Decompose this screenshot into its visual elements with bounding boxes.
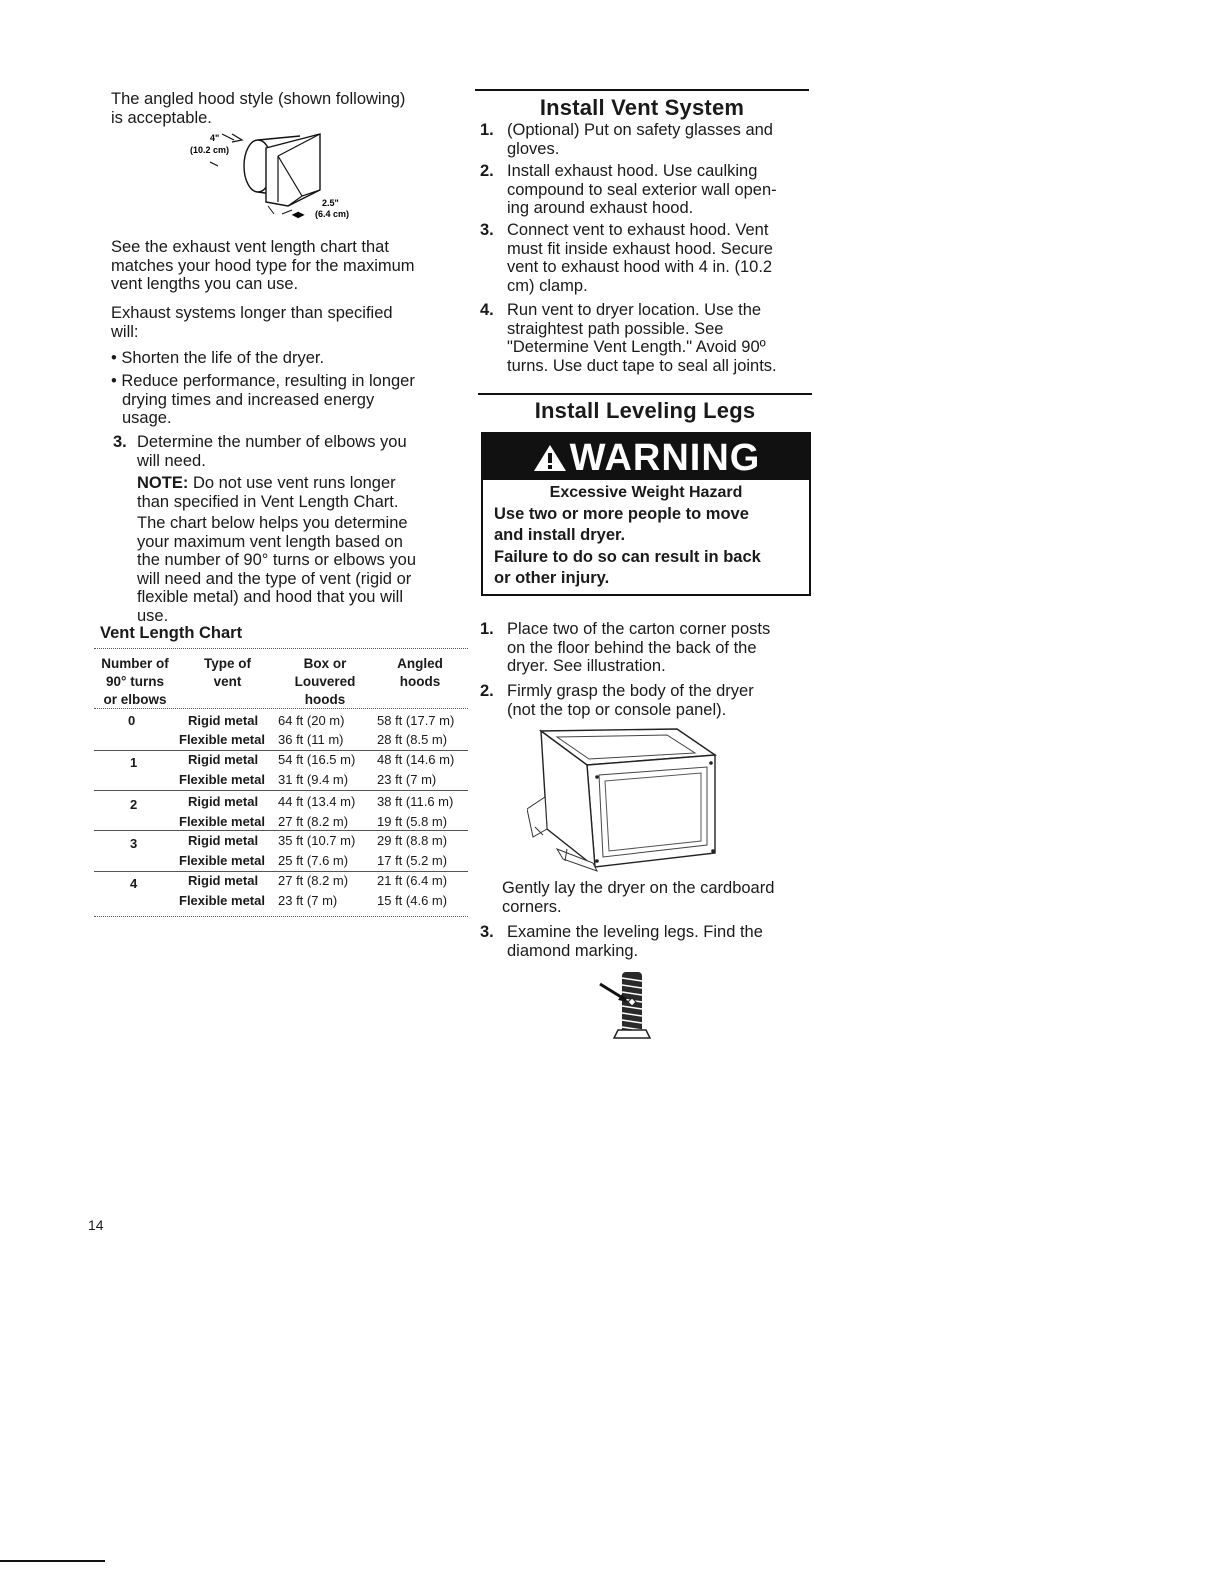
leg-step-2-number: 2.: [480, 682, 494, 700]
warning-header: [483, 434, 809, 480]
vent-step-2-number: 2.: [480, 162, 494, 180]
leg-step-1: Place two of the carton corner posts on the floor behind the back of the dryer. See illustration.: [507, 620, 771, 675]
table-cell-box: 27 ft (8.2 m): [278, 814, 349, 829]
vent-system-rule: [475, 89, 809, 91]
table-top-rule: [94, 648, 468, 649]
warning-hazard-title: Excessive Weight Hazard: [549, 484, 743, 501]
table-cell-vent: Rigid metal: [188, 794, 259, 809]
header-turns: Number of 90° turns or elbows: [101, 656, 169, 707]
table-cell-box: 35 ft (10.7 m): [278, 833, 356, 848]
table-cell-vent: Rigid metal: [188, 873, 259, 888]
warning-line: or other injury.: [494, 569, 610, 587]
table-cell-vent: Flexible metal: [179, 853, 265, 868]
leveling-legs-rule: [478, 393, 812, 395]
table-cell-box: 64 ft (20 m): [278, 713, 345, 728]
hood-depth-cm: (10.2 cm): [190, 145, 230, 155]
table-cell-vent: Flexible metal: [179, 893, 265, 908]
table-cell-angled: 17 ft (5.2 m): [377, 853, 448, 868]
table-cell-box: 44 ft (13.4 m): [278, 794, 356, 809]
table-cell-turns: 3: [130, 836, 138, 851]
leg-step-3-number: 3.: [480, 923, 494, 941]
vent-step-2: Install exhaust hood. Use caulking compound to seal exterior wall open- ing around exhaust hood.: [507, 162, 777, 217]
table-cell-vent: Flexible metal: [179, 814, 265, 829]
warning-line: Failure to do so can result in back: [494, 548, 761, 566]
row-divider: [94, 830, 468, 831]
table-cell-turns: 4: [130, 876, 138, 891]
chart-explanation: The chart below helps you determine your maximum vent length based on the number of 90° turns or elbows you will need and the type of vent (rigid or flexible metal) and hood that you will use.: [137, 514, 417, 625]
vent-length-chart-title: Vent Length Chart: [100, 624, 243, 642]
table-cell-angled: 15 ft (4.6 m): [377, 893, 448, 908]
leg-step-2: Firmly grasp the body of the dryer (not the top or console panel).: [507, 682, 754, 719]
dryer-on-corners-illustration: [527, 725, 727, 875]
vent-step-1-number: 1.: [480, 121, 494, 139]
table-cell-angled: 38 ft (11.6 m): [377, 794, 454, 809]
table-cell-turns: 1: [130, 755, 138, 770]
table-cell-angled: 23 ft (7 m): [377, 772, 437, 787]
table-cell-vent: Rigid metal: [188, 833, 259, 848]
angled-hood-illustration: [170, 126, 370, 226]
leveling-leg-illustration: [598, 968, 694, 1048]
note-paragraph: NOTE: Do not use vent runs longer than specified in Vent Length Chart.: [137, 474, 399, 511]
table-cell-angled: 48 ft (14.6 m): [377, 752, 455, 767]
vent-step-3: Connect vent to exhaust hood. Vent must fit inside exhaust hood. Secure vent to exhaust hood with 4 in. (10.2 cm) clamp.: [507, 221, 773, 295]
hood-height-in: 2.5": [322, 198, 339, 208]
table-cell-box: 25 ft (7.6 m): [278, 853, 349, 868]
header-angled: Angled hoods: [397, 656, 443, 689]
vent-step-4-number: 4.: [480, 301, 494, 319]
intro-paragraph: The angled hood style (shown following) is acceptable.: [111, 90, 406, 127]
vent-step-4: Run vent to dryer location. Use the straightest path possible. See "Determine Vent Length." Avoid 90º turns. Use duct tape to seal all joints.: [507, 301, 777, 375]
table-cell-vent: Rigid metal: [188, 713, 259, 728]
table-cell-turns: 2: [130, 797, 138, 812]
warning-triangle-icon: [532, 443, 568, 473]
svg-text:◀▶: ◀▶: [292, 210, 305, 219]
hood-depth-in: 4": [210, 133, 220, 143]
header-vent-type: Type of vent: [204, 656, 251, 689]
table-cell-box: 23 ft (7 m): [278, 893, 338, 908]
warning-box: [481, 432, 811, 596]
warning-heading: WARNING: [569, 437, 761, 479]
bullet-shorten-life: • Shorten the life of the dryer.: [111, 349, 325, 367]
table-cell-vent: Rigid metal: [188, 752, 259, 767]
note-label: NOTE:: [137, 474, 189, 492]
footer-rule: [0, 1560, 105, 1562]
gently-lay-text: Gently lay the dryer on the cardboard corners.: [502, 879, 775, 916]
bullet-reduce-performance: • Reduce performance, resulting in longer drying times and increased energy usage.: [111, 372, 415, 427]
header-box-louvered: Box or Louvered hoods: [294, 656, 356, 707]
table-cell-turns: 0: [128, 713, 136, 728]
hood-height-cm: (6.4 cm): [315, 209, 350, 219]
table-cell-angled: 21 ft (6.4 m): [377, 873, 448, 888]
leg-step-1-number: 1.: [480, 620, 494, 638]
install-leveling-legs-heading: Install Leveling Legs: [534, 398, 756, 423]
table-cell-box: 31 ft (9.4 m): [278, 772, 349, 787]
table-cell-angled: 29 ft (8.8 m): [377, 833, 448, 848]
table-cell-vent: Flexible metal: [179, 732, 265, 747]
table-bottom-rule: [94, 916, 468, 917]
install-vent-system-heading: Install Vent System: [539, 95, 745, 120]
table-cell-box: 27 ft (8.2 m): [278, 873, 349, 888]
table-cell-vent: Flexible metal: [179, 772, 265, 787]
vent-step-1: (Optional) Put on safety glasses and gloves.: [507, 121, 773, 158]
vent-step-3-number: 3.: [480, 221, 494, 239]
warning-line: and install dryer.: [494, 526, 626, 544]
table-cell-angled: 19 ft (5.8 m): [377, 814, 448, 829]
row-divider: [94, 790, 468, 791]
page-number: 14: [88, 1217, 104, 1233]
table-cell-angled: 28 ft (8.5 m): [377, 732, 448, 747]
table-cell-angled: 58 ft (17.7 m): [377, 713, 455, 728]
table-cell-box: 54 ft (16.5 m): [278, 752, 356, 767]
exhaust-longer-paragraph: Exhaust systems longer than specified will:: [111, 304, 393, 341]
step-3-text: Determine the number of elbows you will need.: [137, 433, 407, 470]
step-3-number: 3.: [113, 433, 127, 451]
header-rule: [94, 708, 468, 709]
table-cell-box: 36 ft (11 m): [278, 732, 344, 747]
warning-line: Use two or more people to move: [494, 505, 749, 523]
leg-step-3: Examine the leveling legs. Find the diamond marking.: [507, 923, 763, 960]
see-chart-paragraph: See the exhaust vent length chart that matches your hood type for the maximum vent lengths you can use.: [111, 238, 415, 293]
